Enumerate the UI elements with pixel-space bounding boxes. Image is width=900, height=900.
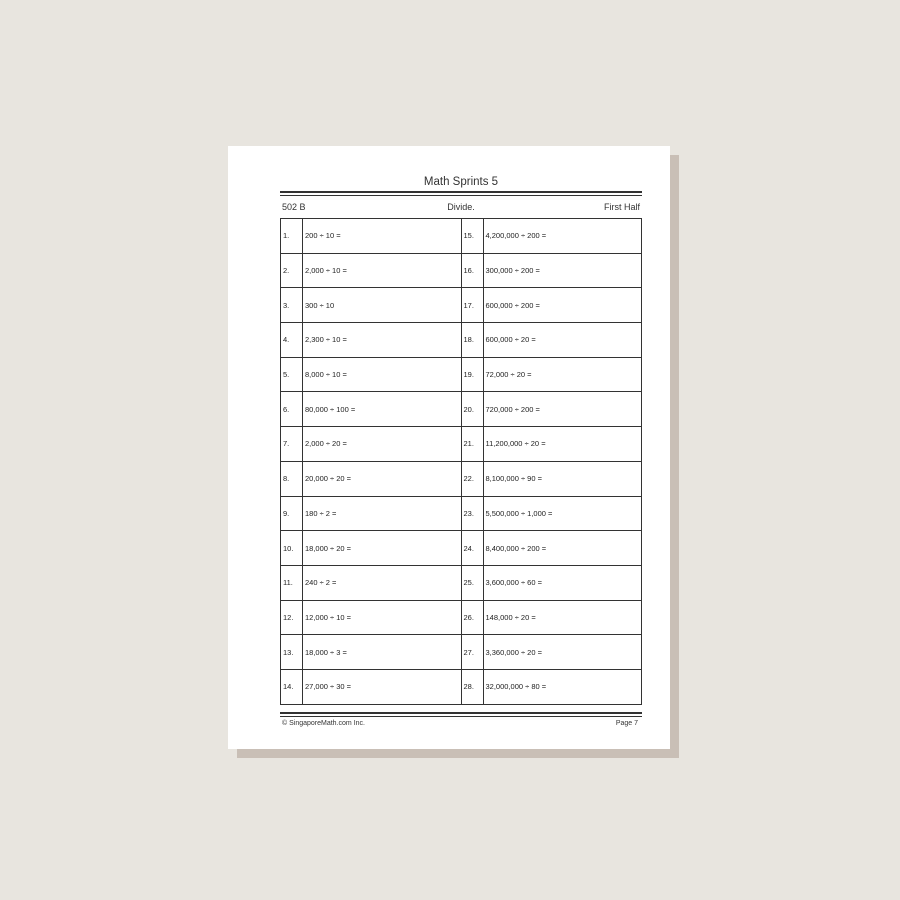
problem-expression: 12,000 ÷ 10 = bbox=[303, 600, 462, 635]
problem-expression: 11,200,000 ÷ 20 = bbox=[483, 427, 642, 462]
problem-expression: 2,000 ÷ 10 = bbox=[303, 253, 462, 288]
page-number: Page 7 bbox=[615, 719, 638, 727]
problem-row bbox=[281, 669, 642, 704]
problem-expression: 3,600,000 ÷ 60 = bbox=[483, 565, 642, 600]
problem-number: 21. bbox=[461, 427, 483, 462]
problem-expression: 3,360,000 ÷ 20 = bbox=[483, 635, 642, 670]
problem-expression: 720,000 ÷ 200 = bbox=[483, 392, 642, 427]
problem-expression: 148,000 ÷ 20 = bbox=[483, 600, 642, 635]
problem-number: 25. bbox=[461, 565, 483, 600]
problem-row bbox=[281, 392, 642, 427]
worksheet-subheader bbox=[280, 200, 642, 218]
problem-row bbox=[281, 219, 642, 254]
problem-number: 20. bbox=[461, 392, 483, 427]
problem-number: 27. bbox=[461, 635, 483, 670]
problem-number: 22. bbox=[461, 461, 483, 496]
problem-number: 1. bbox=[281, 219, 303, 254]
problem-expression: 8,100,000 ÷ 90 = bbox=[483, 461, 642, 496]
problem-expression: 18,000 ÷ 3 = bbox=[303, 635, 462, 670]
problem-expression: 600,000 ÷ 200 = bbox=[483, 288, 642, 323]
problem-expression: 300 ÷ 10 bbox=[303, 288, 462, 323]
footer-rule bbox=[280, 712, 642, 717]
worksheet-content bbox=[280, 174, 642, 734]
problem-number: 17. bbox=[461, 288, 483, 323]
problem-number: 8. bbox=[281, 461, 303, 496]
problem-number: 3. bbox=[281, 288, 303, 323]
problem-number: 2. bbox=[281, 253, 303, 288]
problem-row bbox=[281, 357, 642, 392]
problem-number: 19. bbox=[461, 357, 483, 392]
problem-expression: 2,000 ÷ 20 = bbox=[303, 427, 462, 462]
problem-row bbox=[281, 635, 642, 670]
sprint-code: 502 B bbox=[282, 202, 306, 212]
problem-expression: 2,300 ÷ 10 = bbox=[303, 323, 462, 358]
problem-row bbox=[281, 600, 642, 635]
problem-row bbox=[281, 565, 642, 600]
problem-expression: 8,400,000 ÷ 200 = bbox=[483, 531, 642, 566]
problem-number: 26. bbox=[461, 600, 483, 635]
problem-expression: 4,200,000 ÷ 200 = bbox=[483, 219, 642, 254]
problem-row bbox=[281, 253, 642, 288]
problem-row bbox=[281, 323, 642, 358]
section-label: First Half bbox=[604, 202, 640, 212]
problem-number: 24. bbox=[461, 531, 483, 566]
worksheet-page bbox=[228, 146, 670, 749]
problem-expression: 600,000 ÷ 20 = bbox=[483, 323, 642, 358]
problem-number: 5. bbox=[281, 357, 303, 392]
problem-expression: 72,000 ÷ 20 = bbox=[483, 357, 642, 392]
problem-number: 15. bbox=[461, 219, 483, 254]
problem-expression: 8,000 ÷ 10 = bbox=[303, 357, 462, 392]
header-rule bbox=[280, 191, 642, 196]
problem-expression: 20,000 ÷ 20 = bbox=[303, 461, 462, 496]
problem-number: 11. bbox=[281, 565, 303, 600]
instruction-text: Divide. bbox=[447, 202, 475, 212]
copyright-text: © SingaporeMath.com Inc. bbox=[282, 719, 365, 727]
problem-expression: 5,500,000 ÷ 1,000 = bbox=[483, 496, 642, 531]
problem-number: 6. bbox=[281, 392, 303, 427]
problem-number: 7. bbox=[281, 427, 303, 462]
problem-number: 4. bbox=[281, 323, 303, 358]
problem-number: 16. bbox=[461, 253, 483, 288]
problem-expression: 32,000,000 ÷ 80 = bbox=[483, 669, 642, 704]
problem-number: 13. bbox=[281, 635, 303, 670]
problem-row bbox=[281, 461, 642, 496]
problem-expression: 27,000 ÷ 30 = bbox=[303, 669, 462, 704]
problem-expression: 240 ÷ 2 = bbox=[303, 565, 462, 600]
problem-row bbox=[281, 427, 642, 462]
problem-expression: 200 ÷ 10 = bbox=[303, 219, 462, 254]
problem-number: 18. bbox=[461, 323, 483, 358]
problem-row bbox=[281, 531, 642, 566]
problem-number: 28. bbox=[461, 669, 483, 704]
problem-number: 14. bbox=[281, 669, 303, 704]
problem-row bbox=[281, 496, 642, 531]
problem-number: 9. bbox=[281, 496, 303, 531]
worksheet-footer bbox=[280, 720, 642, 734]
worksheet-title: Math Sprints 5 bbox=[423, 176, 499, 188]
problem-row bbox=[281, 288, 642, 323]
problem-number: 12. bbox=[281, 600, 303, 635]
problem-number: 23. bbox=[461, 496, 483, 531]
problem-expression: 18,000 ÷ 20 = bbox=[303, 531, 462, 566]
problem-expression: 300,000 ÷ 200 = bbox=[483, 253, 642, 288]
problem-number: 10. bbox=[281, 531, 303, 566]
problem-table bbox=[280, 218, 642, 705]
problem-expression: 80,000 ÷ 100 = bbox=[303, 392, 462, 427]
problem-expression: 180 ÷ 2 = bbox=[303, 496, 462, 531]
